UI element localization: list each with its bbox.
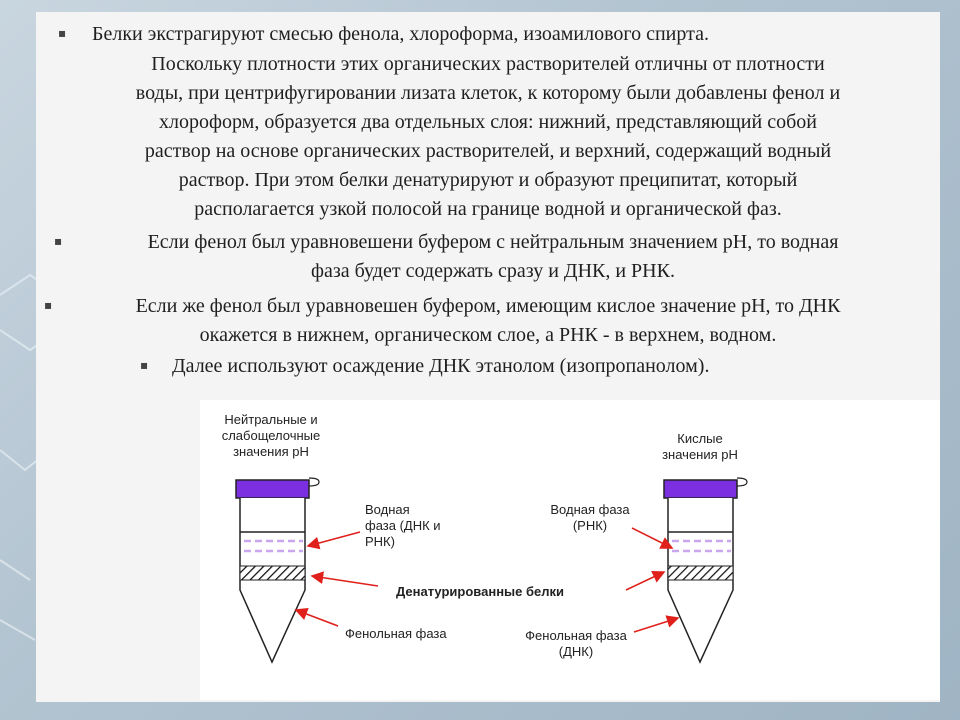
right-phenol-label: Фенольная фаза (ДНК): [525, 628, 627, 659]
arrow-right-phenol: [634, 618, 678, 632]
left-tube-cap-hinge: [309, 478, 319, 486]
left-aqueous-label: Водная фаза (ДНК и РНК): [365, 502, 441, 549]
left-protein-band: [240, 566, 305, 580]
bullet-marker: ▪: [44, 298, 53, 312]
left-tube: [236, 478, 319, 662]
right-protein-band: [668, 566, 733, 580]
left-title: Нейтральные и слабощелочные значения pH: [221, 412, 321, 459]
bullet-marker: ▪: [140, 358, 149, 372]
arrow-left-protein: [312, 576, 378, 586]
phase-separation-diagram: [200, 400, 940, 700]
bullet-2-line: Если фенол был уравновешени буфером с нейтральным значением pH, то водная: [147, 231, 839, 253]
bullet-4-line: Далее используют осаждение ДНК этанолом (изопропанолом).: [172, 355, 710, 377]
bullet-marker: ▪: [58, 26, 67, 40]
bullet-1-line: воды, при центрифугировании лизата клеток, к которому были добавлены фенол и: [135, 82, 841, 104]
right-tube-cap-hinge: [737, 478, 747, 486]
bullet-marker: ▪: [54, 234, 63, 248]
left-phenol-label: Фенольная фаза: [345, 626, 447, 641]
bullet-2-line: фаза будет содержать сразу и ДНК, и РНК.: [311, 260, 675, 282]
arrow-left-aqueous: [308, 532, 360, 546]
bullet-3-line: окажется в нижнем, органическом слое, а РНК - в верхнем, водном.: [199, 324, 777, 346]
left-tube-cap: [236, 480, 309, 498]
bullet-3-line: Если же фенол был уравновешен буфером, имеющим кислое значение pH, то ДНК: [135, 295, 841, 317]
arrow-left-phenol: [296, 610, 338, 626]
bullet-1-line: Поскольку плотности этих органических растворителей отличны от плотности: [151, 53, 825, 75]
right-tube-cap: [664, 480, 737, 498]
bullet-1-line: хлороформ, образуется два отдельных слоя: нижний, представляющий собой: [159, 111, 817, 133]
bullet-1-line: располагается узкой полосой на границе водной и органической фаз.: [194, 198, 782, 220]
bullet-1-first-line: Белки экстрагируют смесью фенола, хлороформа, изоамилового спирта.: [92, 23, 709, 45]
right-aqueous-label: Водная фаза (РНК): [550, 502, 630, 533]
right-tube: [664, 478, 747, 662]
denatured-protein-label: Денатурированные белки: [396, 584, 565, 599]
bullet-1-line: раствор. При этом белки денатурируют и образуют преципитат, который: [178, 169, 798, 191]
right-title: Кислые значения pH: [662, 431, 738, 462]
bullet-1-line: раствор на основе органических растворителей, и верхний, содержащий водный: [144, 140, 832, 162]
